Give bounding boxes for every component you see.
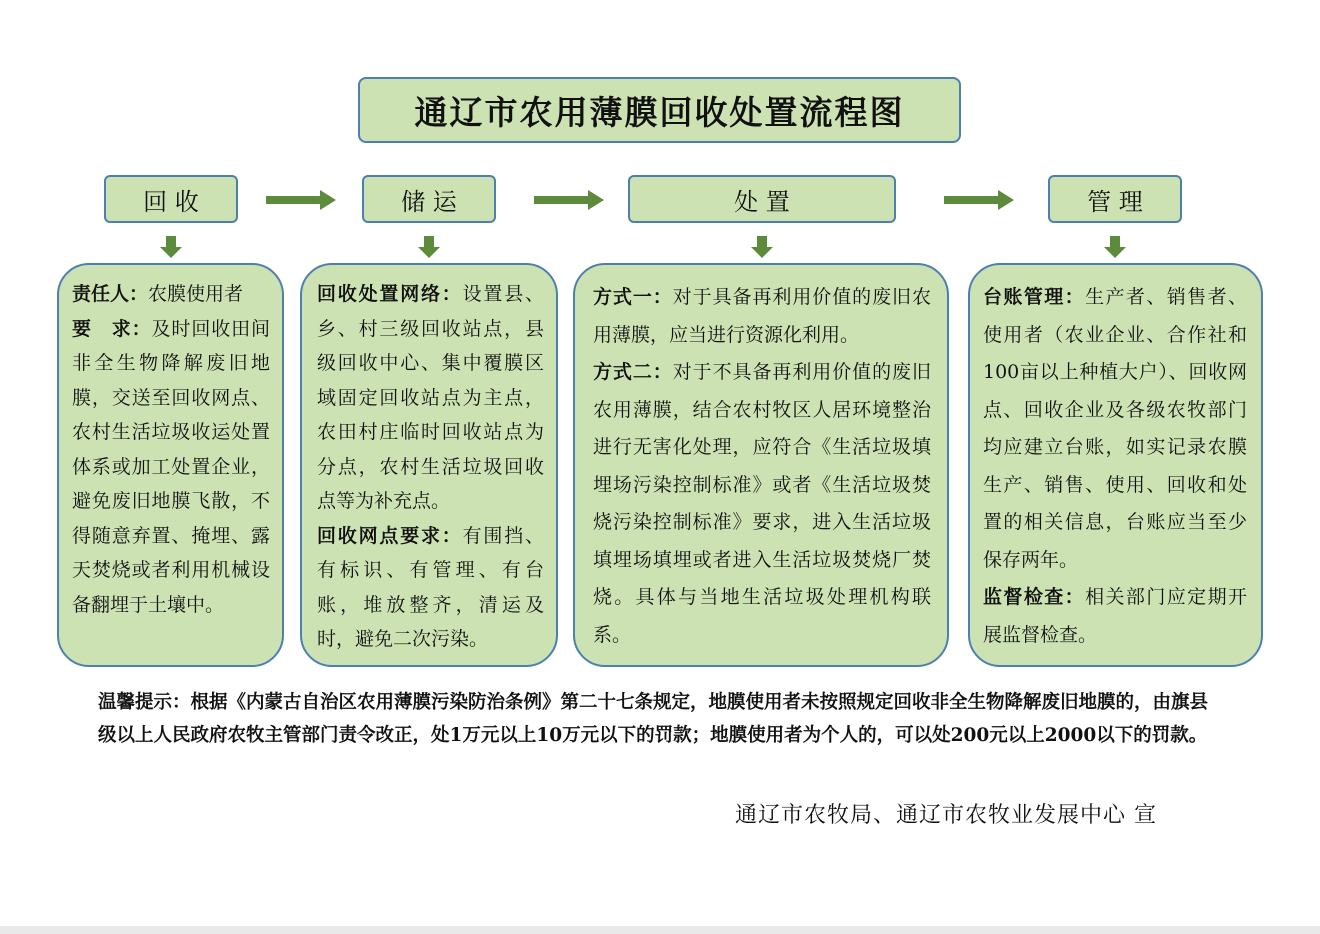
card-paragraph (317, 519, 544, 657)
right-arrow-icon (534, 190, 604, 210)
down-arrow-icon (418, 236, 440, 258)
card-paragraph (983, 279, 1247, 579)
page-title: 通辽市农用薄膜回收处置流程图 (358, 77, 961, 143)
card-paragraph (317, 277, 544, 519)
down-arrow-icon (1104, 236, 1126, 258)
paragraph-text: 相关部门应定期开展监督检查。 (983, 586, 1247, 646)
card-paragraph (593, 279, 931, 354)
card-storage-transport (300, 263, 558, 667)
publisher-signature: 通辽市农牧局、通辽市农牧业发展中心 宣 (735, 803, 1157, 828)
down-arrow-icon (751, 236, 773, 258)
paragraph-label: 方式一： (593, 286, 673, 308)
paragraph-label: 监督检查： (983, 586, 1086, 608)
stage-disposal: 处 置 (628, 175, 896, 223)
card-paragraph (593, 354, 931, 654)
stage-management: 管 理 (1048, 175, 1182, 223)
down-arrow-icon (160, 236, 182, 258)
right-arrow-icon (266, 190, 336, 210)
paragraph-text: 农膜使用者 (148, 283, 244, 305)
card-paragraph (72, 277, 270, 312)
paragraph-label: 台账管理： (983, 286, 1086, 308)
paragraph-text: 及时回收田间非全生物降解废旧地膜，交送至回收网点、农村生活垃圾收运处置体系或加工处置企业，避免废旧地膜飞散，不得随意弃置、掩埋、露天焚烧或者利用机械设备翻埋于土壤中。 (72, 317, 270, 616)
card-paragraph (983, 579, 1247, 654)
card-recycle (57, 263, 284, 667)
paragraph-label: 回收网点要求： (317, 524, 463, 547)
card-disposal (573, 263, 949, 667)
paragraph-text: 生产者、销售者、使用者（农业企业、合作社和100亩以上种植大户）、回收网点、回收企业及各级农牧部门均应建立台账，如实记录农膜生产、销售、使用、回收和处置的相关信息，台账应当至少保存两年。 (983, 286, 1247, 571)
paragraph-label: 责任人： (72, 283, 149, 305)
paragraph-label: 方式二： (593, 361, 673, 383)
card-paragraph (72, 312, 270, 623)
paragraph-text: 设置县、乡、村三级回收站点，县级回收中心、集中覆膜区域固定回收站点为主点，农田村庄临时回收站点为分点，农村生活垃圾回收点等为补充点。 (317, 283, 544, 512)
paragraph-text: 有围挡、有标识、有管理、有台账，堆放整齐，清运及时，避免二次污染。 (317, 524, 544, 650)
bottom-edge (0, 926, 1320, 934)
stage-recycle: 回 收 (104, 175, 238, 223)
paragraph-label: 要 求： (72, 317, 152, 340)
stage-storage-transport: 储 运 (362, 175, 496, 223)
right-arrow-icon (944, 190, 1014, 210)
paragraph-text: 对于不具备再利用价值的废旧农用薄膜，结合农村牧区人居环境整治进行无害化处理，应符合《生活垃圾填埋场污染控制标准》或者《生活垃圾焚烧污染控制标准》要求，进入生活垃圾填埋场填埋或者进入生活垃圾焚烧厂焚烧。具体与当地生活垃圾处理机构联系。 (593, 361, 931, 646)
warning-tip: 温馨提示：根据《内蒙古自治区农用薄膜污染防治条例》第二十七条规定，地膜使用者未按照规定回收非全生物降解废旧地膜的，由旗县级以上人民政府农牧主管部门责令改正，处1万元以上10万元以下的罚款；地膜使用者为个人的，可以处200元以上2000以下的罚款。 (98, 692, 1209, 746)
paragraph-label: 回收处置网络： (317, 283, 463, 305)
card-management (968, 263, 1263, 667)
paragraph-text: 对于具备再利用价值的废旧农用薄膜，应当进行资源化利用。 (593, 286, 931, 346)
